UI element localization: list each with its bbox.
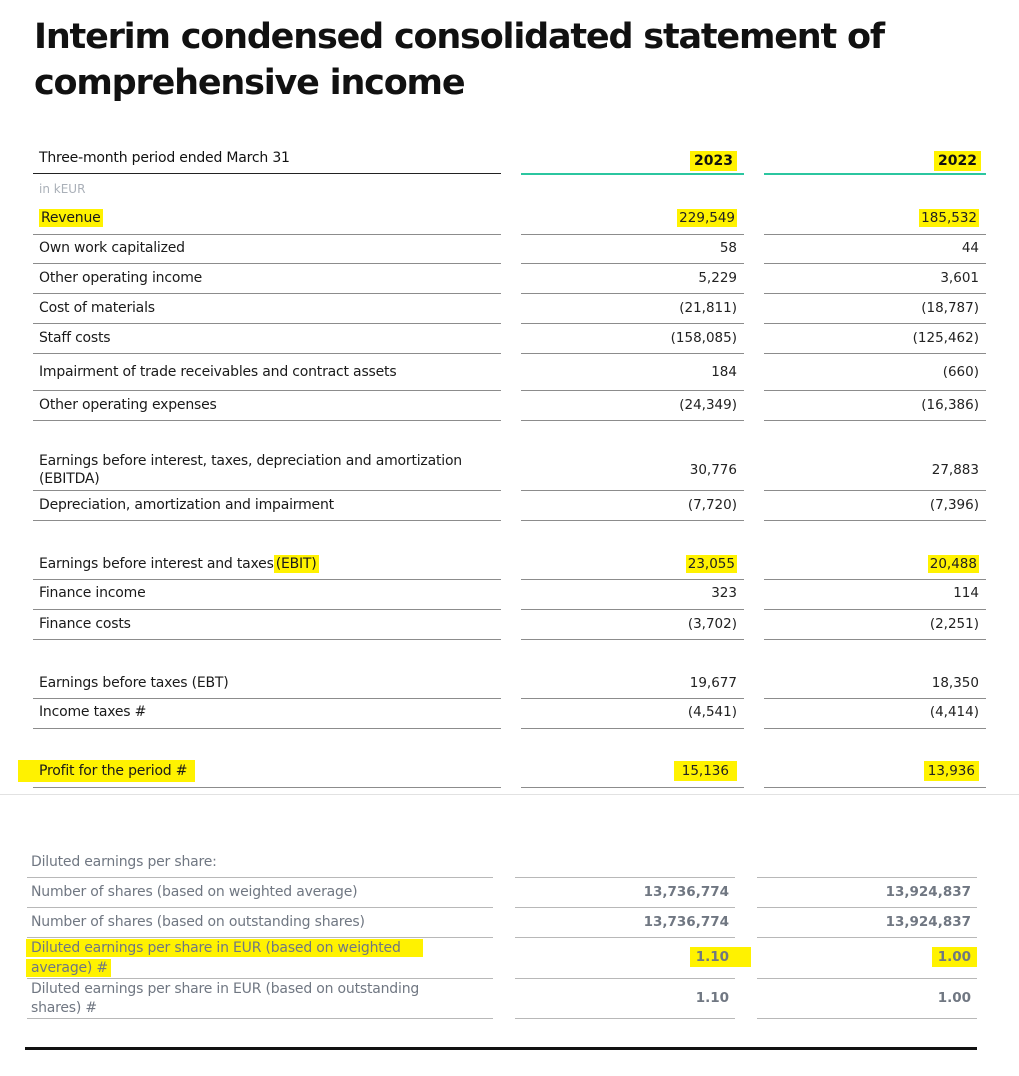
other-exp-2022: (16,386) (921, 397, 979, 413)
row-divider (764, 579, 986, 580)
row-divider (764, 234, 986, 235)
other-income-label: Other operating income (39, 270, 203, 286)
other-income-2023: 5,229 (698, 270, 737, 286)
shares-weighted-label: Number of shares (based on weighted average) (31, 884, 358, 900)
eps-weighted-2022: 1.00 (932, 949, 977, 965)
header-year-2022: 2022 (934, 153, 981, 169)
taxes-label: Income taxes # (39, 704, 147, 720)
bottom-rule (25, 1047, 977, 1050)
impairment-2022: (660) (942, 364, 979, 380)
impairment-2023: 184 (711, 364, 737, 380)
row-divider (33, 390, 501, 391)
row-divider (521, 390, 744, 391)
profit-2023: 15,136 (674, 763, 737, 779)
row-divider (27, 877, 493, 878)
row-divider (764, 639, 986, 640)
ebit-2022: 20,488 (929, 556, 977, 572)
row-divider (521, 520, 744, 521)
header-year-2023: 2023 (690, 153, 737, 169)
row-divider (764, 490, 986, 491)
staff-2022: (125,462) (912, 330, 979, 346)
profit-2022: 13,936 (924, 763, 979, 779)
row-divider (33, 698, 501, 699)
shares-outstanding-label: Number of shares (based on outstanding shares) (31, 914, 365, 930)
page-title: Interim condensed consolidated statement of comprehensive income (34, 17, 884, 103)
ebt-2022: 18,350 (931, 675, 979, 691)
row-divider (33, 490, 501, 491)
materials-2022: (18,787) (921, 300, 979, 316)
depr-2022: (7,396) (929, 497, 979, 513)
revenue-2023: 229,549 (679, 210, 735, 226)
row-divider (764, 293, 986, 294)
row-divider (33, 639, 501, 640)
ebit-2023: 23,055 (687, 556, 735, 572)
ebitda-2023: 30,776 (689, 462, 737, 478)
other-exp-2023: (24,349) (679, 397, 737, 413)
fin-costs-2023: (3,702) (687, 616, 737, 632)
taxes-2023: (4,541) (687, 704, 737, 720)
row-divider (27, 978, 493, 979)
row-divider (33, 420, 501, 421)
eps-outstanding-2022: 1.00 (937, 990, 971, 1006)
row-divider (33, 234, 501, 235)
row-divider (521, 420, 744, 421)
row-divider (27, 907, 493, 908)
fin-costs-2022: (2,251) (929, 616, 979, 632)
ebit-label: Earnings before interest and taxes (EBIT) (39, 556, 317, 572)
header-period-label: Three-month period ended March 31 (39, 150, 290, 166)
staff-label: Staff costs (39, 330, 111, 346)
eps-outstanding-label: Diluted earnings per share in EUR (based on outstanding shares) # (31, 981, 420, 1016)
fin-costs-label: Finance costs (39, 616, 131, 632)
shares-weighted-2023: 13,736,774 (643, 884, 729, 900)
shares-weighted-2022: 13,924,837 (885, 884, 971, 900)
section-divider (0, 794, 1019, 795)
fin-income-label: Finance income (39, 585, 146, 601)
row-divider (757, 907, 977, 908)
row-divider (521, 698, 744, 699)
row-divider (515, 1018, 735, 1019)
row-divider (764, 787, 986, 788)
unit-label: in kEUR (39, 182, 86, 196)
row-divider (521, 293, 744, 294)
profit-label: Profit for the period # (18, 763, 195, 779)
eps-outstanding-2023: 1.10 (695, 990, 729, 1006)
depr-label: Depreciation, amortization and impairment (39, 497, 334, 513)
ebitda-label: Earnings before interest, taxes, depreciation and amortization (EBITDA) (39, 453, 462, 487)
header-accent-2023 (521, 173, 744, 175)
row-divider (33, 293, 501, 294)
row-divider (521, 728, 744, 729)
revenue-label: Revenue (41, 210, 101, 226)
row-divider (757, 1018, 977, 1019)
row-divider (515, 978, 735, 979)
impairment-label: Impairment of trade receivables and contract assets (39, 364, 397, 380)
row-divider (521, 234, 744, 235)
row-divider (764, 420, 986, 421)
row-divider (521, 323, 744, 324)
row-divider (764, 520, 986, 521)
row-divider (757, 978, 977, 979)
row-divider (764, 728, 986, 729)
row-divider (521, 353, 744, 354)
other-income-2022: 3,601 (940, 270, 979, 286)
row-divider (515, 877, 735, 878)
row-divider (764, 353, 986, 354)
ebt-label: Earnings before taxes (EBT) (39, 675, 229, 691)
own-work-2022: 44 (961, 240, 979, 256)
row-divider (521, 639, 744, 640)
materials-2023: (21,811) (679, 300, 737, 316)
row-divider (27, 1018, 493, 1019)
materials-label: Cost of materials (39, 300, 155, 316)
row-divider (521, 490, 744, 491)
row-divider (33, 609, 501, 610)
row-divider (764, 323, 986, 324)
row-divider (757, 877, 977, 878)
row-divider (33, 787, 501, 788)
other-exp-label: Other operating expenses (39, 397, 217, 413)
ebitda-2022: 27,883 (931, 462, 979, 478)
row-divider (33, 353, 501, 354)
row-divider (515, 907, 735, 908)
row-divider (33, 520, 501, 521)
row-divider (33, 728, 501, 729)
revenue-2022: 185,532 (921, 210, 977, 226)
row-divider (764, 698, 986, 699)
fin-income-2023: 323 (711, 585, 737, 601)
row-divider (757, 937, 977, 938)
taxes-2022: (4,414) (929, 704, 979, 720)
row-divider (764, 263, 986, 264)
depr-2023: (7,720) (687, 497, 737, 513)
row-divider (515, 937, 735, 938)
shares-outstanding-2022: 13,924,837 (885, 914, 971, 930)
row-divider (521, 787, 744, 788)
row-divider (33, 263, 501, 264)
fin-income-2022: 114 (953, 585, 979, 601)
row-divider (764, 390, 986, 391)
ebt-2023: 19,677 (689, 675, 737, 691)
eps-weighted-label: Diluted earnings per share in EUR (based on weighted average) # (26, 938, 423, 978)
eps-heading: Diluted earnings per share: (31, 854, 217, 870)
row-divider (521, 609, 744, 610)
header-divider (33, 173, 501, 174)
eps-weighted-2023: 1.10 (690, 949, 751, 965)
row-divider (33, 323, 501, 324)
own-work-2023: 58 (719, 240, 737, 256)
row-divider (521, 263, 744, 264)
staff-2023: (158,085) (670, 330, 737, 346)
shares-outstanding-2023: 13,736,774 (643, 914, 729, 930)
row-divider (33, 579, 501, 580)
header-accent-2022 (764, 173, 986, 175)
row-divider (521, 579, 744, 580)
row-divider (764, 609, 986, 610)
own-work-label: Own work capitalized (39, 240, 185, 256)
